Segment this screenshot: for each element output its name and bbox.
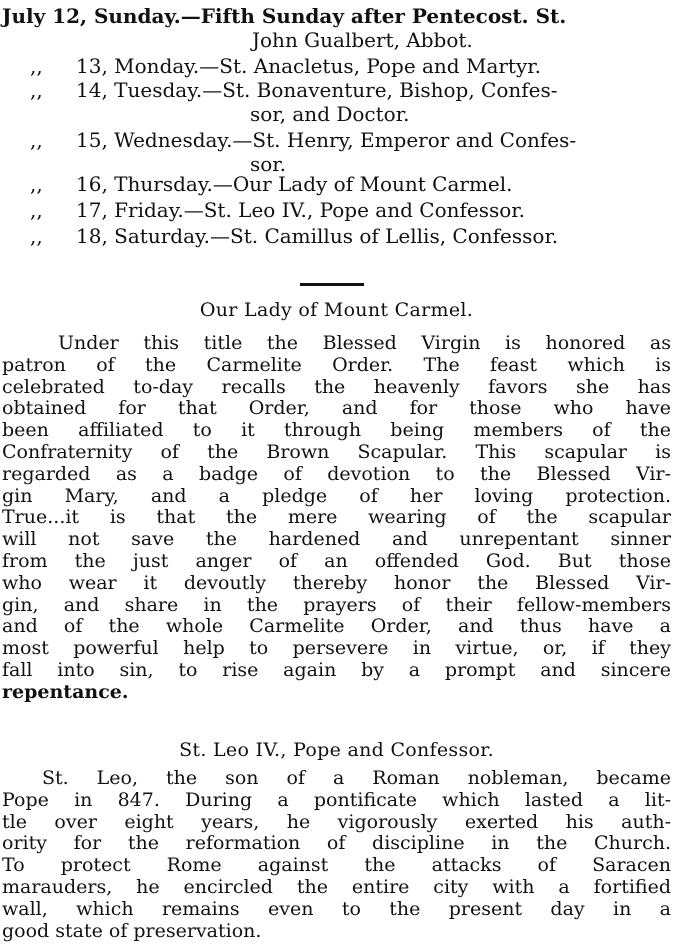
calendar-list <box>0 4 673 248</box>
paragraph-line: gin, and share in the prayers of their fellow-members <box>2 593 671 616</box>
ditto-mark: ,, <box>30 54 43 78</box>
calendar-entry-continuation: sor, and Doctor. <box>250 102 410 126</box>
paragraph-line: St. Leo, the son of a Roman nobleman, became <box>42 767 671 789</box>
calendar-entry-line: 15, Wednesday.—St. Henry, Emperor and Confes- <box>76 128 577 152</box>
section-heading: Our Lady of Mount Carmel. <box>199 299 474 321</box>
paragraph-line: from the just anger of an offended God. But those <box>2 549 671 572</box>
calendar-entry-line: 16, Thursday.—Our Lady of Mount Carmel. <box>76 172 513 196</box>
calendar-entry <box>0 78 673 128</box>
ditto-mark: ,, <box>30 224 43 248</box>
paragraph-line: will not save the hardened and unrepentant sinner <box>2 528 671 551</box>
paragraph-line: Confraternity of the Brown Scapular. This scapular is <box>2 440 671 463</box>
paragraph-line: marauders, he encircled the entire city with a fortified <box>2 875 671 898</box>
article-paragraph <box>2 333 671 704</box>
calendar-entry-line: 13, Monday.—St. Anacletus, Pope and Martyr. <box>76 54 541 78</box>
paragraph-line: been affiliated to it through being members of the <box>2 419 671 442</box>
paragraph-line: regarded as a badge of devotion to the Blessed Vir- <box>2 462 671 485</box>
paragraph-line: and of the whole Carmelite Order, and thus have a <box>2 615 671 638</box>
paragraph-line: To protect Rome against the attacks of Saracen <box>2 854 671 877</box>
calendar-entry <box>0 4 673 54</box>
calendar-entry <box>0 172 673 196</box>
paragraph-line: Pope in 847. During a pontificate which lasted a lit- <box>2 788 671 811</box>
article-paragraph <box>2 768 671 942</box>
calendar-entry <box>0 54 673 78</box>
paragraph-line: fall into sin, to rise again by a prompt and sincere <box>2 658 671 681</box>
calendar-entry <box>0 224 673 248</box>
ditto-mark: ,, <box>30 128 43 152</box>
calendar-entry-line: 17, Friday.—St. Leo IV., Pope and Confessor. <box>76 198 526 222</box>
calendar-entry-continuation: John Gualbert, Abbot. <box>252 28 473 52</box>
calendar-entry-line: 18, Saturday.—St. Camillus of Lellis, Confessor. <box>76 224 559 248</box>
calendar-entry-continuation: sor. <box>250 152 287 176</box>
paragraph-line: ority for the reformation of discipline in the Church. <box>2 832 671 855</box>
calendar-entry-line: July 12, Sunday.—Fifth Sunday after Pentecost. St. <box>2 4 567 28</box>
paragraph-line: Under this title the Blessed Virgin is honored as <box>58 332 671 354</box>
section-divider <box>300 283 364 286</box>
paragraph-line: most powerful help to persevere in virtue, or, if they <box>2 637 671 660</box>
paragraph-line: celebrated to-day recalls the heavenly favors she has <box>2 375 671 398</box>
paragraph-line: True...it is that the mere wearing of the scapular <box>2 506 671 529</box>
paragraph-line: wall, which remains even to the present day in a <box>2 897 671 920</box>
calendar-entry <box>0 198 673 222</box>
paragraph-line: tle over eight years, he vigorously exerted his auth- <box>2 810 671 833</box>
paragraph-line: who wear it devoutly thereby honor the Blessed Vir- <box>2 571 671 594</box>
paragraph-line: gin Mary, and a pledge of her loving protection. <box>2 484 671 507</box>
paragraph-line: good state of preservation. <box>2 919 262 942</box>
ditto-mark: ,, <box>30 198 43 222</box>
paragraph-line: repentance. <box>2 680 129 703</box>
section-heading: St. Leo IV., Pope and Confessor. <box>179 739 494 761</box>
paragraph-line: patron of the Carmelite Order. The feast which is <box>2 353 671 376</box>
calendar-entry-line: 14, Tuesday.—St. Bonaventure, Bishop, Confes- <box>76 78 558 102</box>
ditto-mark: ,, <box>30 172 43 196</box>
paragraph-line: obtained for that Order, and for those who have <box>2 397 671 420</box>
calendar-entry <box>0 128 673 178</box>
ditto-mark: ,, <box>30 78 43 102</box>
